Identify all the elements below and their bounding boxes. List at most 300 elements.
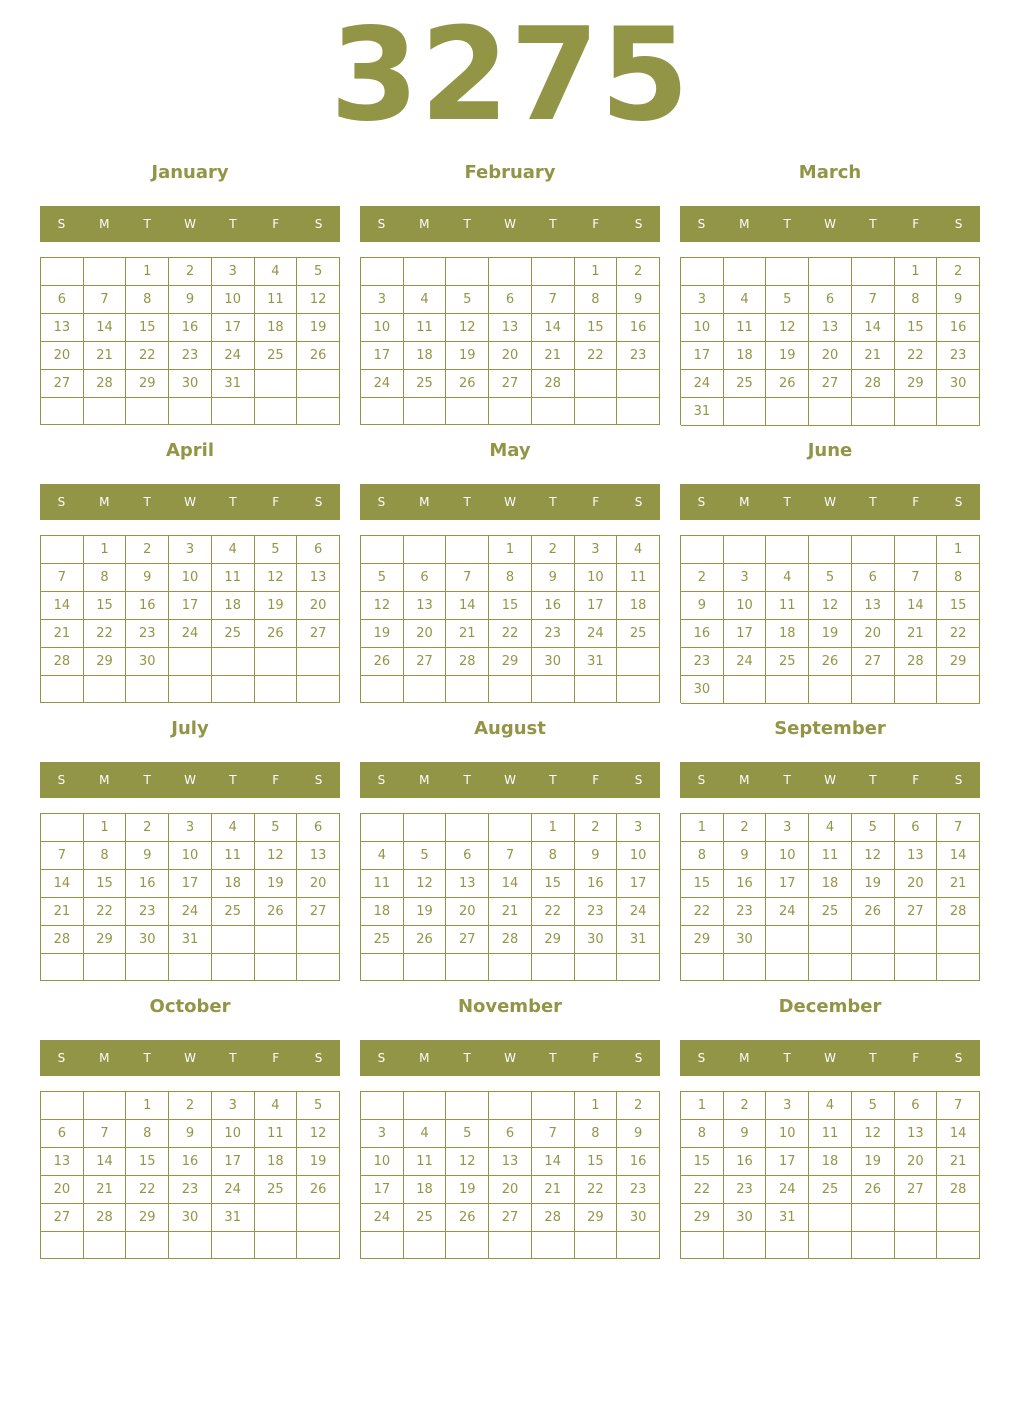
day-cell: 12: [255, 564, 298, 592]
day-cell: 18: [724, 342, 767, 370]
day-grid: [680, 1091, 980, 1259]
day-cell: 29: [532, 926, 575, 954]
day-cell: 29: [126, 370, 169, 398]
day-cell: 18: [404, 342, 447, 370]
empty-day-cell: [489, 1232, 532, 1259]
weekday-label: T: [463, 1051, 471, 1065]
day-cell: 23: [126, 620, 169, 648]
day-cell: 12: [852, 1120, 895, 1148]
empty-day-cell: [724, 536, 767, 564]
day-cell: 27: [297, 898, 340, 926]
day-cell: 8: [895, 286, 938, 314]
empty-day-cell: [255, 676, 298, 703]
day-cell: 10: [361, 314, 404, 342]
empty-day-cell: [169, 398, 212, 425]
day-cell: 13: [895, 842, 938, 870]
day-cell: 9: [169, 286, 212, 314]
day-cell: 19: [297, 1148, 340, 1176]
day-cell: 5: [446, 1120, 489, 1148]
empty-day-cell: [681, 1232, 724, 1259]
day-cell: 16: [575, 870, 618, 898]
day-cell: 26: [297, 342, 340, 370]
day-cell: 21: [532, 1176, 575, 1204]
day-cell: 31: [212, 1204, 255, 1232]
day-cell: 10: [212, 286, 255, 314]
day-cell: 19: [766, 342, 809, 370]
day-cell: 7: [446, 564, 489, 592]
month-name: March: [798, 162, 862, 183]
empty-day-cell: [852, 926, 895, 954]
day-cell: 27: [446, 926, 489, 954]
empty-day-cell: [361, 676, 404, 703]
day-cell: 22: [489, 620, 532, 648]
empty-day-cell: [297, 1204, 340, 1232]
weekday-label: S: [697, 1051, 706, 1065]
empty-day-cell: [809, 1204, 852, 1232]
empty-day-cell: [212, 676, 255, 703]
day-cell: 26: [297, 1176, 340, 1204]
day-cell: 4: [255, 258, 298, 286]
day-cell: 27: [809, 370, 852, 398]
day-cell: 28: [41, 926, 84, 954]
day-cell: 11: [212, 564, 255, 592]
day-cell: 27: [41, 1204, 84, 1232]
day-grid: [40, 1091, 340, 1259]
day-cell: 28: [84, 1204, 127, 1232]
day-cell: 27: [895, 1176, 938, 1204]
weekday-label: S: [697, 495, 706, 509]
day-cell: 14: [937, 842, 980, 870]
empty-day-cell: [361, 814, 404, 842]
day-cell: 16: [126, 870, 169, 898]
day-cell: 28: [852, 370, 895, 398]
month-name: August: [474, 718, 546, 739]
empty-day-cell: [404, 1092, 447, 1120]
day-cell: 8: [681, 842, 724, 870]
empty-day-cell: [404, 954, 447, 981]
day-cell: 12: [852, 842, 895, 870]
weekday-label: S: [57, 1051, 66, 1065]
day-cell: 16: [617, 314, 660, 342]
weekday-label: T: [463, 773, 471, 787]
empty-day-cell: [852, 676, 895, 704]
weekday-label: T: [869, 217, 877, 231]
empty-day-cell: [212, 1232, 255, 1259]
day-cell: 9: [617, 286, 660, 314]
day-cell: 6: [489, 286, 532, 314]
weekday-label: M: [419, 495, 430, 509]
weekday-label: W: [504, 217, 516, 231]
day-cell: 17: [361, 342, 404, 370]
weekday-label: M: [739, 495, 750, 509]
weekday-header: [40, 206, 340, 242]
empty-day-cell: [212, 648, 255, 676]
weekday-label: M: [99, 773, 110, 787]
empty-day-cell: [446, 258, 489, 286]
day-cell: 1: [937, 536, 980, 564]
day-cell: 17: [617, 870, 660, 898]
day-cell: 21: [937, 870, 980, 898]
day-cell: 15: [126, 1148, 169, 1176]
day-cell: 3: [361, 286, 404, 314]
empty-day-cell: [937, 1232, 980, 1259]
day-cell: 1: [681, 1092, 724, 1120]
day-cell: 12: [297, 1120, 340, 1148]
weekday-label: F: [912, 495, 920, 509]
empty-day-cell: [895, 926, 938, 954]
empty-day-cell: [361, 954, 404, 981]
day-cell: 19: [255, 592, 298, 620]
day-cell: 4: [404, 1120, 447, 1148]
weekday-header: [360, 762, 660, 798]
empty-day-cell: [255, 398, 298, 425]
day-cell: 28: [84, 370, 127, 398]
day-cell: 30: [724, 926, 767, 954]
day-cell: 6: [852, 564, 895, 592]
day-cell: 3: [212, 1092, 255, 1120]
day-cell: 21: [41, 898, 84, 926]
weekday-label: F: [912, 773, 920, 787]
weekday-label: F: [592, 495, 600, 509]
day-cell: 30: [617, 1204, 660, 1232]
weekday-label: T: [229, 495, 237, 509]
day-cell: 17: [361, 1176, 404, 1204]
day-cell: 28: [895, 648, 938, 676]
day-cell: 4: [809, 1092, 852, 1120]
empty-day-cell: [255, 370, 298, 398]
day-cell: 3: [766, 814, 809, 842]
day-cell: 21: [84, 1176, 127, 1204]
day-cell: 19: [255, 870, 298, 898]
day-cell: 28: [41, 648, 84, 676]
day-cell: 1: [84, 536, 127, 564]
weekday-label: F: [272, 773, 280, 787]
empty-day-cell: [895, 676, 938, 704]
day-cell: 17: [575, 592, 618, 620]
empty-day-cell: [724, 954, 767, 981]
day-cell: 10: [681, 314, 724, 342]
day-cell: 2: [617, 1092, 660, 1120]
day-cell: 31: [575, 648, 618, 676]
month-name: December: [778, 996, 882, 1017]
empty-day-cell: [41, 258, 84, 286]
weekday-label: F: [272, 495, 280, 509]
day-cell: 1: [532, 814, 575, 842]
weekday-label: M: [739, 773, 750, 787]
day-cell: 10: [361, 1148, 404, 1176]
day-cell: 25: [617, 620, 660, 648]
empty-day-cell: [617, 676, 660, 703]
weekday-label: M: [419, 773, 430, 787]
day-grid: [360, 257, 660, 425]
empty-day-cell: [169, 1232, 212, 1259]
day-cell: 25: [361, 926, 404, 954]
day-cell: 6: [809, 286, 852, 314]
day-cell: 24: [575, 620, 618, 648]
day-cell: 22: [895, 342, 938, 370]
day-cell: 15: [126, 314, 169, 342]
day-cell: 19: [446, 1176, 489, 1204]
empty-day-cell: [84, 676, 127, 703]
day-cell: 15: [575, 1148, 618, 1176]
empty-day-cell: [84, 1092, 127, 1120]
weekday-label: F: [592, 1051, 600, 1065]
empty-day-cell: [41, 536, 84, 564]
day-cell: 15: [489, 592, 532, 620]
day-cell: 20: [895, 870, 938, 898]
empty-day-cell: [489, 676, 532, 703]
day-cell: 6: [404, 564, 447, 592]
weekday-label: T: [463, 495, 471, 509]
weekday-label: S: [314, 773, 323, 787]
empty-day-cell: [446, 1092, 489, 1120]
empty-day-cell: [575, 954, 618, 981]
empty-day-cell: [489, 398, 532, 425]
day-cell: 31: [681, 398, 724, 426]
empty-day-cell: [297, 926, 340, 954]
day-cell: 23: [681, 648, 724, 676]
day-cell: 11: [766, 592, 809, 620]
day-grid: [680, 257, 980, 425]
day-cell: 1: [126, 1092, 169, 1120]
day-cell: 26: [809, 648, 852, 676]
empty-day-cell: [489, 814, 532, 842]
day-cell: 23: [575, 898, 618, 926]
weekday-label: W: [824, 495, 836, 509]
day-cell: 27: [41, 370, 84, 398]
day-cell: 3: [724, 564, 767, 592]
weekday-label: T: [143, 773, 151, 787]
empty-day-cell: [809, 1232, 852, 1259]
day-cell: 30: [681, 676, 724, 704]
empty-day-cell: [766, 676, 809, 704]
day-cell: 15: [532, 870, 575, 898]
weekday-label: S: [57, 495, 66, 509]
day-cell: 5: [255, 814, 298, 842]
day-cell: 20: [404, 620, 447, 648]
empty-day-cell: [404, 676, 447, 703]
day-cell: 12: [446, 314, 489, 342]
day-cell: 22: [126, 342, 169, 370]
month-name: June: [807, 440, 853, 461]
empty-day-cell: [809, 536, 852, 564]
weekday-label: S: [954, 217, 963, 231]
day-cell: 22: [126, 1176, 169, 1204]
weekday-label: T: [143, 217, 151, 231]
day-cell: 1: [895, 258, 938, 286]
weekday-header: [40, 1040, 340, 1076]
empty-day-cell: [575, 370, 618, 398]
day-cell: 23: [169, 1176, 212, 1204]
day-cell: 21: [852, 342, 895, 370]
weekday-label: W: [824, 217, 836, 231]
day-cell: 3: [169, 814, 212, 842]
empty-day-cell: [41, 676, 84, 703]
empty-day-cell: [404, 258, 447, 286]
empty-day-cell: [809, 258, 852, 286]
day-cell: 20: [489, 342, 532, 370]
day-cell: 18: [766, 620, 809, 648]
empty-day-cell: [361, 398, 404, 425]
empty-day-cell: [852, 954, 895, 981]
day-cell: 5: [766, 286, 809, 314]
empty-day-cell: [126, 1232, 169, 1259]
weekday-label: T: [463, 217, 471, 231]
day-cell: 18: [255, 1148, 298, 1176]
weekday-header: [680, 1040, 980, 1076]
year-title: 3275: [329, 1, 691, 150]
day-cell: 9: [169, 1120, 212, 1148]
day-cell: 24: [169, 898, 212, 926]
month-name: November: [457, 996, 563, 1017]
day-cell: 19: [446, 342, 489, 370]
day-cell: 29: [126, 1204, 169, 1232]
empty-day-cell: [575, 398, 618, 425]
day-cell: 21: [41, 620, 84, 648]
day-cell: 31: [169, 926, 212, 954]
weekday-header: [680, 206, 980, 242]
day-cell: 8: [489, 564, 532, 592]
day-cell: 1: [575, 258, 618, 286]
day-cell: 10: [766, 842, 809, 870]
weekday-label: T: [869, 495, 877, 509]
weekday-label: S: [954, 773, 963, 787]
day-cell: 5: [852, 814, 895, 842]
day-cell: 20: [41, 1176, 84, 1204]
month-name: September: [774, 718, 886, 739]
day-cell: 7: [84, 1120, 127, 1148]
day-cell: 23: [617, 342, 660, 370]
empty-day-cell: [617, 398, 660, 425]
weekday-header: [360, 484, 660, 520]
day-cell: 11: [724, 314, 767, 342]
empty-day-cell: [41, 1092, 84, 1120]
day-cell: 14: [937, 1120, 980, 1148]
day-cell: 14: [84, 1148, 127, 1176]
day-cell: 14: [532, 1148, 575, 1176]
day-cell: 16: [169, 314, 212, 342]
day-cell: 26: [766, 370, 809, 398]
empty-day-cell: [84, 398, 127, 425]
day-cell: 22: [84, 898, 127, 926]
day-grid: [360, 535, 660, 703]
day-cell: 9: [126, 564, 169, 592]
empty-day-cell: [84, 258, 127, 286]
empty-day-cell: [532, 1232, 575, 1259]
day-cell: 12: [361, 592, 404, 620]
month-name: April: [165, 440, 215, 461]
day-cell: 1: [84, 814, 127, 842]
day-cell: 4: [212, 536, 255, 564]
day-cell: 14: [41, 870, 84, 898]
day-cell: 11: [255, 286, 298, 314]
day-cell: 29: [681, 1204, 724, 1232]
day-cell: 22: [681, 1176, 724, 1204]
day-cell: 25: [724, 370, 767, 398]
day-cell: 8: [937, 564, 980, 592]
empty-day-cell: [895, 1204, 938, 1232]
empty-day-cell: [489, 258, 532, 286]
day-cell: 27: [489, 1204, 532, 1232]
day-cell: 24: [766, 1176, 809, 1204]
day-cell: 17: [724, 620, 767, 648]
day-cell: 5: [255, 536, 298, 564]
day-cell: 11: [361, 870, 404, 898]
day-cell: 6: [41, 1120, 84, 1148]
day-cell: 13: [41, 314, 84, 342]
empty-day-cell: [681, 258, 724, 286]
empty-day-cell: [532, 676, 575, 703]
empty-day-cell: [255, 648, 298, 676]
day-cell: 2: [724, 814, 767, 842]
weekday-label: S: [377, 495, 386, 509]
weekday-label: T: [229, 1051, 237, 1065]
day-cell: 27: [852, 648, 895, 676]
day-cell: 14: [532, 314, 575, 342]
weekday-label: T: [869, 773, 877, 787]
day-cell: 9: [617, 1120, 660, 1148]
empty-day-cell: [446, 398, 489, 425]
day-cell: 6: [297, 814, 340, 842]
day-cell: 6: [297, 536, 340, 564]
day-cell: 31: [212, 370, 255, 398]
day-cell: 2: [681, 564, 724, 592]
empty-day-cell: [41, 814, 84, 842]
day-cell: 11: [809, 1120, 852, 1148]
day-cell: 25: [766, 648, 809, 676]
day-cell: 1: [575, 1092, 618, 1120]
day-cell: 14: [852, 314, 895, 342]
empty-day-cell: [575, 1232, 618, 1259]
day-cell: 10: [212, 1120, 255, 1148]
empty-day-cell: [766, 536, 809, 564]
weekday-label: F: [272, 1051, 280, 1065]
empty-day-cell: [297, 676, 340, 703]
day-cell: 8: [126, 286, 169, 314]
weekday-label: S: [314, 217, 323, 231]
day-cell: 3: [212, 258, 255, 286]
empty-day-cell: [895, 536, 938, 564]
weekday-label: S: [57, 773, 66, 787]
day-cell: 19: [809, 620, 852, 648]
weekday-label: M: [99, 495, 110, 509]
empty-day-cell: [41, 1232, 84, 1259]
day-cell: 16: [126, 592, 169, 620]
weekday-label: S: [634, 773, 643, 787]
empty-day-cell: [724, 1232, 767, 1259]
day-cell: 28: [937, 1176, 980, 1204]
day-cell: 6: [895, 1092, 938, 1120]
day-cell: 9: [937, 286, 980, 314]
day-cell: 13: [895, 1120, 938, 1148]
weekday-label: T: [143, 1051, 151, 1065]
day-cell: 2: [617, 258, 660, 286]
day-cell: 16: [937, 314, 980, 342]
day-cell: 19: [404, 898, 447, 926]
weekday-label: T: [783, 773, 791, 787]
weekday-label: S: [954, 1051, 963, 1065]
day-cell: 11: [212, 842, 255, 870]
day-cell: 18: [212, 870, 255, 898]
weekday-label: W: [184, 495, 196, 509]
empty-day-cell: [255, 1232, 298, 1259]
empty-day-cell: [361, 1232, 404, 1259]
empty-day-cell: [575, 676, 618, 703]
empty-day-cell: [937, 926, 980, 954]
empty-day-cell: [41, 954, 84, 981]
weekday-label: S: [697, 773, 706, 787]
day-cell: 13: [297, 564, 340, 592]
